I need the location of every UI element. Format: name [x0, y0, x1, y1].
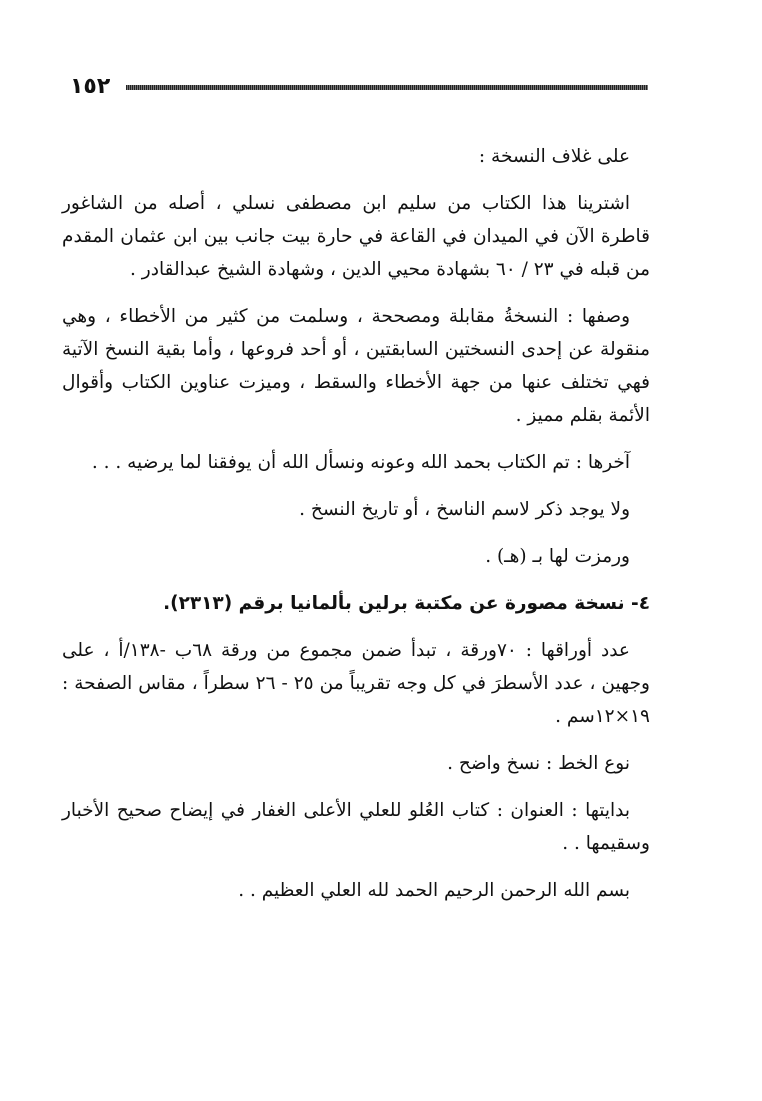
- description-paragraph: وصفها : النسخةُ مقابلة ومصححة ، وسلمت من كثير من الأخطاء ، وهي منقولة عن إحدى النسختين السابقتين ، أو أحد فروعها ، وأما بقية النسخ الآتية فهي تختلف عنها من جهة الأخطاء والسقط ، وميزت عناوين الكتاب وأقوال الأئمة بقلم مميز .: [62, 306, 650, 426]
- purchase-note-paragraph: اشترينا هذا الكتاب من سليم ابن مصطفى نسلي ، أصله من الشاغور قاطرة الآن في الميدان في القاعة في حارة بيت جانب بين ابن عثمان المقدم من قبله في ٢٣ / ٦٠ بشهادة محيي الدين ، وشهادة الشيخ عبدالقادر .: [62, 193, 650, 280]
- cover-note-label: على غلاف النسخة :: [478, 146, 630, 167]
- page-number: ١٥٢: [70, 74, 111, 99]
- symbol-note-paragraph: ورمزت لها بـ (هـ) .: [485, 546, 630, 567]
- folio-count-paragraph: عدد أوراقها : ٧٠ورقة ، تبدأ ضمن مجموع من ورقة ٦٨ب -١٣٨/أ ، على وجهين ، عدد الأسطرَ في كل وجه تقريباً من ٢٥ - ٢٦ سطراً ، مقاس الصفحة : ١٩×١٢سم .: [62, 640, 650, 727]
- header-rule: [126, 85, 648, 90]
- beginning-paragraph: بدايتها : العنوان : كتاب العُلو للعلي الأعلى الغفار في إيضاح صحيح الأخبار وسقيمها . .: [62, 800, 650, 854]
- page-header: [70, 72, 648, 102]
- section-heading: ٤- نسخة مصورة عن مكتبة برلين بألمانيا برقم (٢٣١٣).: [163, 593, 650, 614]
- ending-paragraph: آخرها : تم الكتاب بحمد الله وعونه ونسأل الله أن يوفقنا لما يرضيه . . .: [91, 452, 630, 473]
- basmala-paragraph: بسم الله الرحمن الرحيم الحمد لله العلي العظيم . .: [238, 880, 630, 901]
- copyist-note-paragraph: ولا يوجد ذكر لاسم الناسخ ، أو تاريخ النسخ .: [299, 499, 630, 520]
- script-type-paragraph: نوع الخط : نسخ واضح .: [447, 753, 630, 774]
- page-body: [62, 140, 650, 921]
